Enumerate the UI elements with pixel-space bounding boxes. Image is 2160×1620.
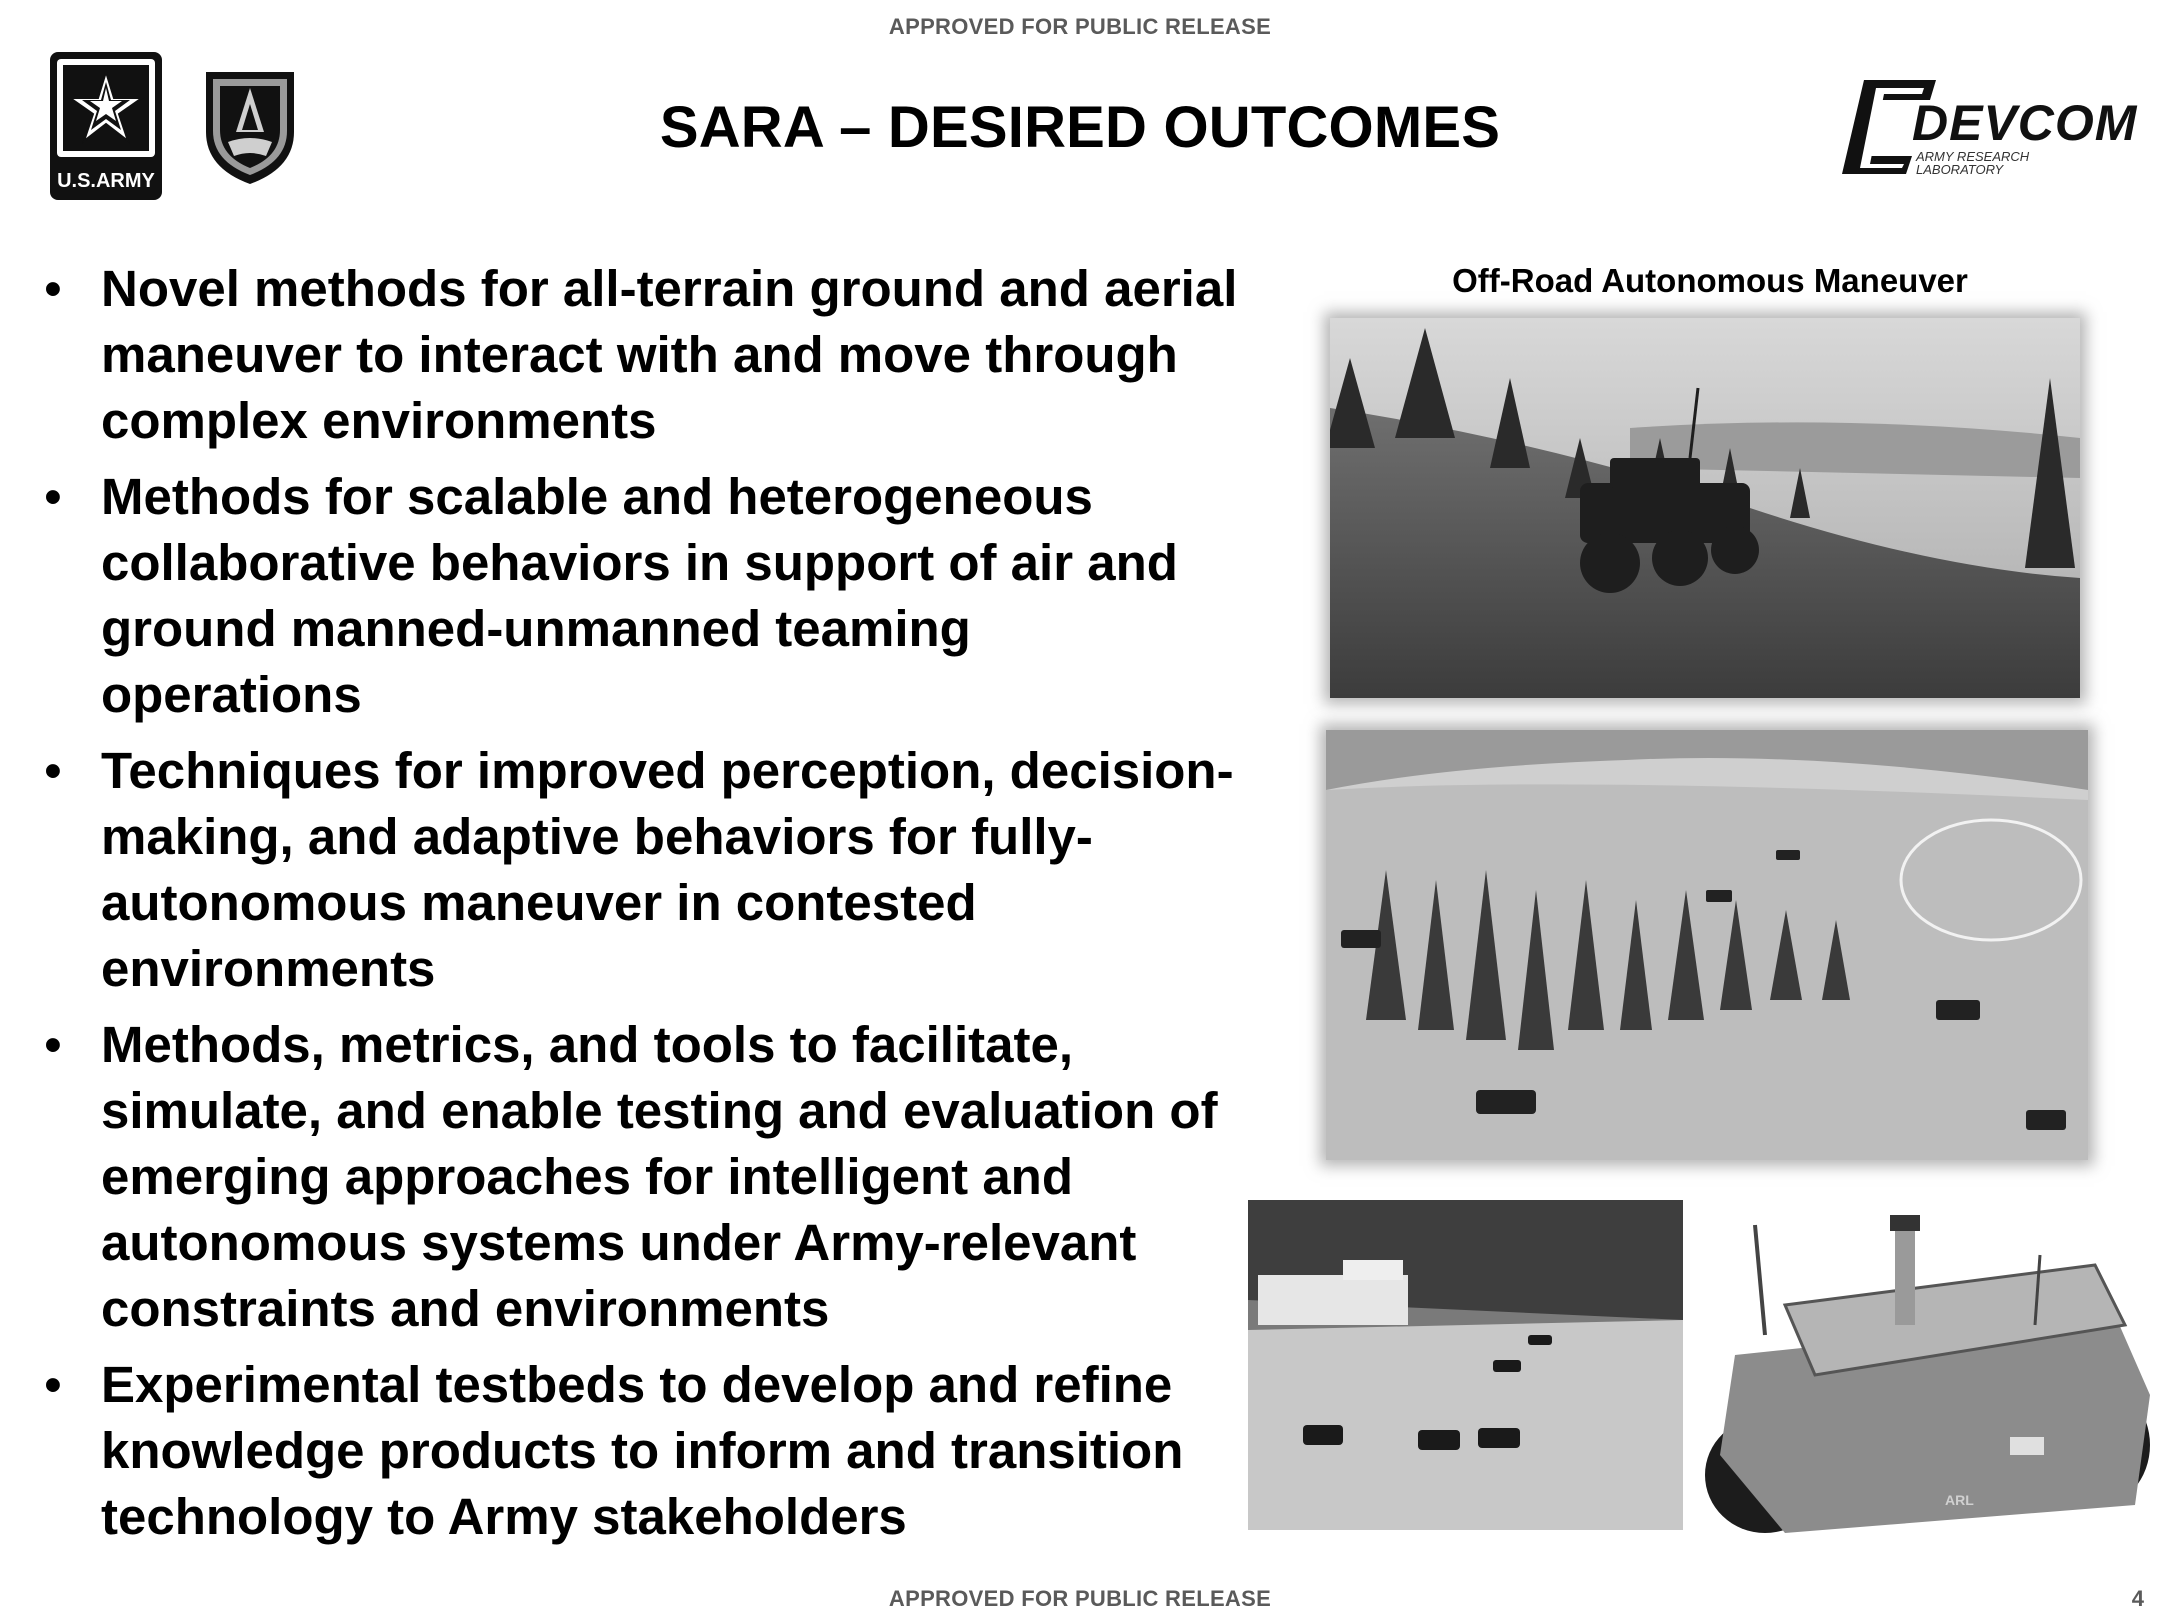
simulation-scene-photo	[1326, 730, 2088, 1160]
bullet-marker: •	[44, 1016, 62, 1073]
bullet-marker: •	[44, 742, 62, 799]
devcom-subtitle-line-1: ARMY RESEARCH	[1916, 149, 2030, 164]
devcom-subtitle-line-2: LABORATORY	[1916, 162, 2004, 177]
bullet-item	[40, 1012, 1240, 1342]
devcom-arl-logo	[1820, 74, 2138, 178]
bullet-text: Experimental testbeds to develop and refine knowledge products to inform and transition technology to Army stakeholders	[101, 1356, 1184, 1545]
bullet-item	[40, 738, 1240, 1002]
devcom-subtitle	[1916, 150, 2029, 176]
testbed-robots-photo	[1248, 1200, 1683, 1530]
devcom-wordmark: DEVCOM	[1912, 95, 2138, 151]
offroad-vehicle-photo	[1330, 318, 2080, 698]
bullet-text: Techniques for improved perception, decision-making, and adaptive behaviors for fully-autonomous maneuver in contested environments	[101, 742, 1234, 997]
outcomes-bullet-list	[40, 256, 1240, 1560]
page-number: 4	[2131, 1586, 2144, 1611]
release-banner-bottom: APPROVED FOR PUBLIC RELEASE	[888, 1586, 1272, 1611]
bullet-item	[40, 1352, 1240, 1550]
image-caption: Off-Road Autonomous Maneuver	[1452, 262, 1968, 299]
release-banner-top: APPROVED FOR PUBLIC RELEASE	[888, 14, 1272, 39]
bullet-text: Methods, metrics, and tools to facilitate, simulate, and enable testing and evaluation of emerging approaches for intelligent and autonomous systems under Army-relevant constraints and environments	[101, 1016, 1218, 1337]
army-logo-text: U.S.ARMY	[57, 170, 155, 192]
research-robot-photo	[1695, 1205, 2160, 1533]
bullet-text: Methods for scalable and heterogeneous collaborative behaviors in support of air and ground manned-unmanned teaming operations	[101, 468, 1178, 723]
bullet-marker: •	[44, 260, 62, 317]
bullet-item	[40, 256, 1240, 454]
bullet-text: Novel methods for all-terrain ground and aerial maneuver to interact with and move through complex environments	[101, 260, 1238, 449]
slide-title: SARA – DESIRED OUTCOMES	[659, 95, 1501, 160]
bullet-marker: •	[44, 468, 62, 525]
bullet-item	[40, 464, 1240, 728]
robot-tag-text: ARL	[1945, 1492, 1974, 1508]
bullet-marker: •	[44, 1356, 62, 1413]
